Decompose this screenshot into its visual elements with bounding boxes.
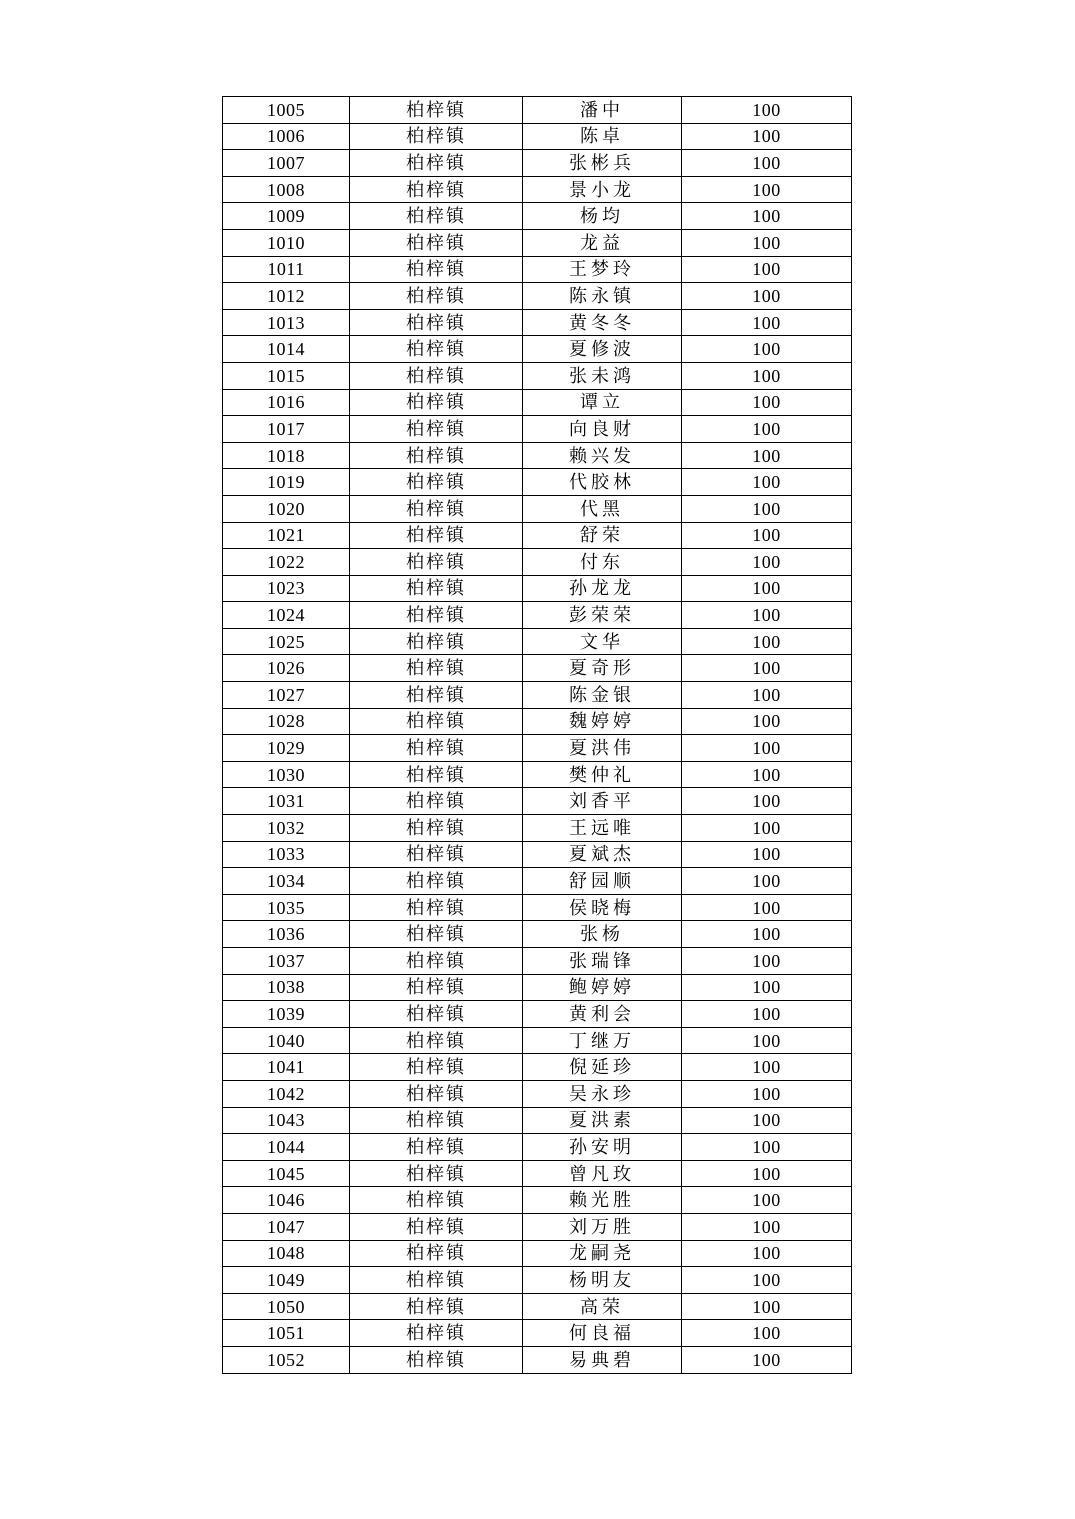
table-row: [223, 575, 852, 602]
person-name-cell: 刘香平: [523, 788, 682, 815]
town-cell: 柏梓镇: [350, 868, 523, 895]
amount-cell: 100: [682, 682, 852, 709]
person-name-cell: 陈金银: [523, 682, 682, 709]
person-name-cell: 景小龙: [523, 176, 682, 203]
person-name-cell: 魏婷婷: [523, 708, 682, 735]
table-row: [223, 549, 852, 576]
person-name-cell: 夏洪伟: [523, 735, 682, 762]
amount-cell: 100: [682, 761, 852, 788]
person-name-cell: 彭荣荣: [523, 602, 682, 629]
amount-cell: 100: [682, 203, 852, 230]
town-cell: 柏梓镇: [350, 97, 523, 124]
row-number-cell: 1034: [223, 868, 350, 895]
row-number-cell: 1023: [223, 575, 350, 602]
person-name-cell: 龙嗣尧: [523, 1240, 682, 1267]
row-number-cell: 1016: [223, 389, 350, 416]
town-cell: 柏梓镇: [350, 416, 523, 443]
table-row: [223, 1346, 852, 1373]
town-cell: 柏梓镇: [350, 336, 523, 363]
table-row: [223, 921, 852, 948]
table-row: [223, 708, 852, 735]
table-row: [223, 1240, 852, 1267]
row-number-cell: 1030: [223, 761, 350, 788]
town-cell: 柏梓镇: [350, 203, 523, 230]
table-row: [223, 1107, 852, 1134]
person-name-cell: 王远唯: [523, 815, 682, 842]
person-name-cell: 赖兴发: [523, 442, 682, 469]
amount-cell: 100: [682, 229, 852, 256]
row-number-cell: 1052: [223, 1346, 350, 1373]
row-number-cell: 1042: [223, 1080, 350, 1107]
person-name-cell: 赖光胜: [523, 1187, 682, 1214]
person-name-cell: 王梦玲: [523, 256, 682, 283]
amount-cell: 100: [682, 1320, 852, 1347]
person-name-cell: 侯晓梅: [523, 894, 682, 921]
amount-cell: 100: [682, 389, 852, 416]
person-name-cell: 何良福: [523, 1320, 682, 1347]
town-cell: 柏梓镇: [350, 522, 523, 549]
town-cell: 柏梓镇: [350, 389, 523, 416]
town-cell: 柏梓镇: [350, 1001, 523, 1028]
amount-cell: 100: [682, 522, 852, 549]
row-number-cell: 1018: [223, 442, 350, 469]
row-number-cell: 1041: [223, 1054, 350, 1081]
person-name-cell: 陈卓: [523, 123, 682, 150]
amount-cell: 100: [682, 416, 852, 443]
amount-cell: 100: [682, 921, 852, 948]
row-number-cell: 1017: [223, 416, 350, 443]
row-number-cell: 1039: [223, 1001, 350, 1028]
person-name-cell: 曾凡玫: [523, 1160, 682, 1187]
row-number-cell: 1046: [223, 1187, 350, 1214]
row-number-cell: 1044: [223, 1134, 350, 1161]
row-number-cell: 1024: [223, 602, 350, 629]
row-number-cell: 1050: [223, 1293, 350, 1320]
row-number-cell: 1051: [223, 1320, 350, 1347]
town-cell: 柏梓镇: [350, 123, 523, 150]
person-name-cell: 文华: [523, 628, 682, 655]
town-cell: 柏梓镇: [350, 442, 523, 469]
row-number-cell: 1028: [223, 708, 350, 735]
row-number-cell: 1043: [223, 1107, 350, 1134]
amount-cell: 100: [682, 309, 852, 336]
row-number-cell: 1045: [223, 1160, 350, 1187]
table-row: [223, 1054, 852, 1081]
amount-cell: 100: [682, 256, 852, 283]
table-row: [223, 1320, 852, 1347]
row-number-cell: 1049: [223, 1267, 350, 1294]
town-cell: 柏梓镇: [350, 469, 523, 496]
person-name-cell: 代黑: [523, 495, 682, 522]
row-number-cell: 1035: [223, 894, 350, 921]
person-name-cell: 陈永镇: [523, 283, 682, 310]
amount-cell: 100: [682, 1267, 852, 1294]
amount-cell: 100: [682, 868, 852, 895]
amount-cell: 100: [682, 123, 852, 150]
amount-cell: 100: [682, 1054, 852, 1081]
table-row: [223, 495, 852, 522]
amount-cell: 100: [682, 1027, 852, 1054]
town-cell: 柏梓镇: [350, 602, 523, 629]
person-name-cell: 张彬兵: [523, 150, 682, 177]
roster-table: [222, 96, 852, 1374]
person-name-cell: 潘中: [523, 97, 682, 124]
town-cell: 柏梓镇: [350, 362, 523, 389]
table-row: [223, 1027, 852, 1054]
town-cell: 柏梓镇: [350, 815, 523, 842]
amount-cell: 100: [682, 469, 852, 496]
table-row: [223, 229, 852, 256]
town-cell: 柏梓镇: [350, 283, 523, 310]
table-row: [223, 362, 852, 389]
table-row: [223, 894, 852, 921]
row-number-cell: 1012: [223, 283, 350, 310]
person-name-cell: 张杨: [523, 921, 682, 948]
amount-cell: 100: [682, 1240, 852, 1267]
person-name-cell: 高荣: [523, 1293, 682, 1320]
table-row: [223, 868, 852, 895]
row-number-cell: 1015: [223, 362, 350, 389]
table-row: [223, 948, 852, 975]
row-number-cell: 1019: [223, 469, 350, 496]
amount-cell: 100: [682, 815, 852, 842]
town-cell: 柏梓镇: [350, 921, 523, 948]
amount-cell: 100: [682, 1160, 852, 1187]
row-number-cell: 1010: [223, 229, 350, 256]
person-name-cell: 张瑞锋: [523, 948, 682, 975]
town-cell: 柏梓镇: [350, 948, 523, 975]
amount-cell: 100: [682, 549, 852, 576]
person-name-cell: 夏奇形: [523, 655, 682, 682]
town-cell: 柏梓镇: [350, 682, 523, 709]
town-cell: 柏梓镇: [350, 1346, 523, 1373]
town-cell: 柏梓镇: [350, 1080, 523, 1107]
amount-cell: 100: [682, 894, 852, 921]
amount-cell: 100: [682, 362, 852, 389]
town-cell: 柏梓镇: [350, 841, 523, 868]
town-cell: 柏梓镇: [350, 1213, 523, 1240]
town-cell: 柏梓镇: [350, 735, 523, 762]
table-row: [223, 735, 852, 762]
person-name-cell: 夏斌杰: [523, 841, 682, 868]
person-name-cell: 易典碧: [523, 1346, 682, 1373]
town-cell: 柏梓镇: [350, 1240, 523, 1267]
person-name-cell: 舒园顺: [523, 868, 682, 895]
person-name-cell: 吴永珍: [523, 1080, 682, 1107]
row-number-cell: 1007: [223, 150, 350, 177]
row-number-cell: 1020: [223, 495, 350, 522]
row-number-cell: 1031: [223, 788, 350, 815]
town-cell: 柏梓镇: [350, 1293, 523, 1320]
town-cell: 柏梓镇: [350, 1134, 523, 1161]
person-name-cell: 樊仲礼: [523, 761, 682, 788]
person-name-cell: 杨明友: [523, 1267, 682, 1294]
table-row: [223, 97, 852, 124]
town-cell: 柏梓镇: [350, 309, 523, 336]
town-cell: 柏梓镇: [350, 1160, 523, 1187]
amount-cell: 100: [682, 1080, 852, 1107]
town-cell: 柏梓镇: [350, 229, 523, 256]
amount-cell: 100: [682, 150, 852, 177]
amount-cell: 100: [682, 1107, 852, 1134]
town-cell: 柏梓镇: [350, 1027, 523, 1054]
person-name-cell: 张未鸿: [523, 362, 682, 389]
town-cell: 柏梓镇: [350, 788, 523, 815]
table-row: [223, 1293, 852, 1320]
row-number-cell: 1048: [223, 1240, 350, 1267]
table-row: [223, 655, 852, 682]
amount-cell: 100: [682, 974, 852, 1001]
town-cell: 柏梓镇: [350, 1107, 523, 1134]
table-row: [223, 1160, 852, 1187]
person-name-cell: 舒荣: [523, 522, 682, 549]
amount-cell: 100: [682, 788, 852, 815]
person-name-cell: 龙益: [523, 229, 682, 256]
table-row: [223, 150, 852, 177]
amount-cell: 100: [682, 1213, 852, 1240]
table-row: [223, 123, 852, 150]
table-row: [223, 761, 852, 788]
amount-cell: 100: [682, 176, 852, 203]
amount-cell: 100: [682, 1187, 852, 1214]
town-cell: 柏梓镇: [350, 1054, 523, 1081]
amount-cell: 100: [682, 1346, 852, 1373]
town-cell: 柏梓镇: [350, 1267, 523, 1294]
town-cell: 柏梓镇: [350, 974, 523, 1001]
amount-cell: 100: [682, 442, 852, 469]
table-row: [223, 416, 852, 443]
row-number-cell: 1027: [223, 682, 350, 709]
table-row: [223, 389, 852, 416]
row-number-cell: 1033: [223, 841, 350, 868]
row-number-cell: 1006: [223, 123, 350, 150]
table-row: [223, 469, 852, 496]
town-cell: 柏梓镇: [350, 894, 523, 921]
town-cell: 柏梓镇: [350, 549, 523, 576]
row-number-cell: 1036: [223, 921, 350, 948]
amount-cell: 100: [682, 575, 852, 602]
person-name-cell: 孙安明: [523, 1134, 682, 1161]
table-row: [223, 628, 852, 655]
table-row: [223, 1267, 852, 1294]
table-row: [223, 336, 852, 363]
row-number-cell: 1037: [223, 948, 350, 975]
row-number-cell: 1005: [223, 97, 350, 124]
amount-cell: 100: [682, 495, 852, 522]
roster-table-body: [223, 97, 852, 1374]
table-row: [223, 815, 852, 842]
table-row: [223, 788, 852, 815]
person-name-cell: 杨均: [523, 203, 682, 230]
person-name-cell: 倪延珍: [523, 1054, 682, 1081]
row-number-cell: 1022: [223, 549, 350, 576]
town-cell: 柏梓镇: [350, 761, 523, 788]
person-name-cell: 黄冬冬: [523, 309, 682, 336]
row-number-cell: 1032: [223, 815, 350, 842]
person-name-cell: 鲍婷婷: [523, 974, 682, 1001]
town-cell: 柏梓镇: [350, 150, 523, 177]
table-row: [223, 682, 852, 709]
row-number-cell: 1040: [223, 1027, 350, 1054]
table-row: [223, 176, 852, 203]
row-number-cell: 1008: [223, 176, 350, 203]
table-row: [223, 256, 852, 283]
town-cell: 柏梓镇: [350, 1320, 523, 1347]
amount-cell: 100: [682, 1134, 852, 1161]
table-row: [223, 841, 852, 868]
amount-cell: 100: [682, 602, 852, 629]
person-name-cell: 付东: [523, 549, 682, 576]
town-cell: 柏梓镇: [350, 176, 523, 203]
row-number-cell: 1047: [223, 1213, 350, 1240]
table-row: [223, 1187, 852, 1214]
amount-cell: 100: [682, 708, 852, 735]
amount-cell: 100: [682, 948, 852, 975]
person-name-cell: 谭立: [523, 389, 682, 416]
row-number-cell: 1009: [223, 203, 350, 230]
town-cell: 柏梓镇: [350, 708, 523, 735]
table-row: [223, 1001, 852, 1028]
amount-cell: 100: [682, 735, 852, 762]
table-row: [223, 602, 852, 629]
person-name-cell: 代胶林: [523, 469, 682, 496]
table-row: [223, 442, 852, 469]
table-row: [223, 1134, 852, 1161]
amount-cell: 100: [682, 283, 852, 310]
table-row: [223, 1213, 852, 1240]
person-name-cell: 丁继万: [523, 1027, 682, 1054]
person-name-cell: 向良财: [523, 416, 682, 443]
amount-cell: 100: [682, 628, 852, 655]
person-name-cell: 夏洪素: [523, 1107, 682, 1134]
table-row: [223, 283, 852, 310]
row-number-cell: 1029: [223, 735, 350, 762]
amount-cell: 100: [682, 97, 852, 124]
person-name-cell: 黄利会: [523, 1001, 682, 1028]
town-cell: 柏梓镇: [350, 655, 523, 682]
town-cell: 柏梓镇: [350, 495, 523, 522]
person-name-cell: 刘万胜: [523, 1213, 682, 1240]
amount-cell: 100: [682, 1293, 852, 1320]
town-cell: 柏梓镇: [350, 575, 523, 602]
table-row: [223, 309, 852, 336]
amount-cell: 100: [682, 336, 852, 363]
town-cell: 柏梓镇: [350, 256, 523, 283]
row-number-cell: 1026: [223, 655, 350, 682]
table-row: [223, 203, 852, 230]
amount-cell: 100: [682, 841, 852, 868]
table-row: [223, 522, 852, 549]
row-number-cell: 1038: [223, 974, 350, 1001]
person-name-cell: 孙龙龙: [523, 575, 682, 602]
town-cell: 柏梓镇: [350, 1187, 523, 1214]
row-number-cell: 1011: [223, 256, 350, 283]
table-row: [223, 974, 852, 1001]
row-number-cell: 1013: [223, 309, 350, 336]
town-cell: 柏梓镇: [350, 628, 523, 655]
row-number-cell: 1014: [223, 336, 350, 363]
amount-cell: 100: [682, 655, 852, 682]
person-name-cell: 夏修波: [523, 336, 682, 363]
table-row: [223, 1080, 852, 1107]
row-number-cell: 1025: [223, 628, 350, 655]
row-number-cell: 1021: [223, 522, 350, 549]
amount-cell: 100: [682, 1001, 852, 1028]
